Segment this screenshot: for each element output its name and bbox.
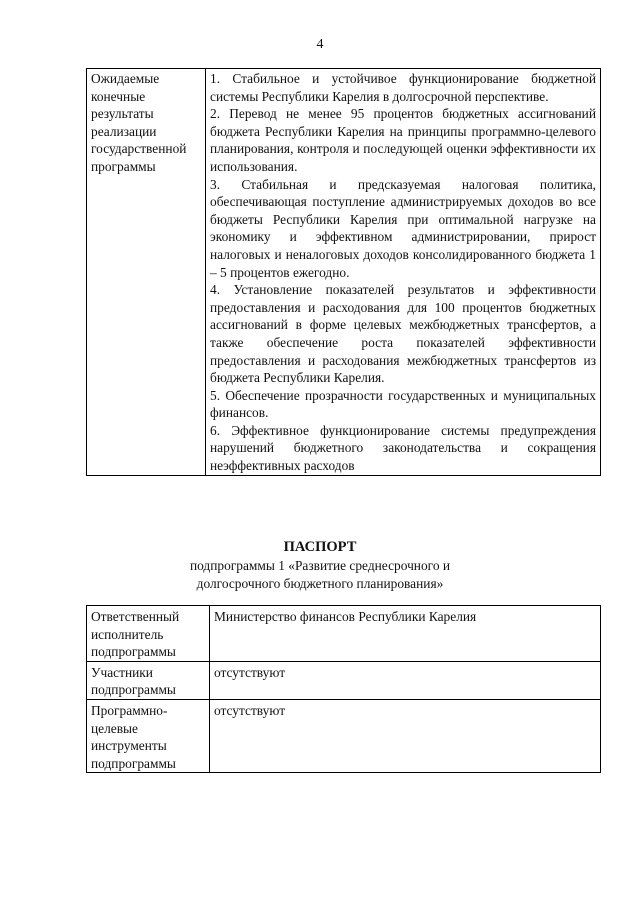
passport-row-label: Ответственный исполнитель подпрограммы (87, 606, 210, 662)
passport-row-value: отсутствуют (210, 661, 601, 699)
results-label-cell (87, 69, 206, 476)
result-item-6: 6. Эффективное функционирование системы предупреждения нарушений бюджетного законодательства и сокращения неэффективных расходов (210, 422, 596, 474)
passport-row-label: Программно-целевые инструменты подпрограммы (87, 699, 210, 772)
results-label: Ожидаемые конечные результаты реализации государственной программы (91, 71, 187, 174)
table-row (87, 69, 601, 476)
page-number: 4 (316, 37, 324, 52)
result-item-5: 5. Обеспечение прозрачности государственных и муниципальных финансов. (210, 387, 596, 421)
results-content-cell (206, 69, 601, 476)
table-row (87, 661, 601, 699)
table-row (87, 606, 601, 662)
passport-title: ПАСПОРТ (283, 539, 357, 555)
passport-row-value: отсутствуют (210, 699, 601, 772)
passport-subtitle: подпрограммы 1 «Развитие среднесрочного и долгосрочного бюджетного планирования» (189, 558, 451, 591)
result-item-1: 1. Стабильное и устойчивое функционирование бюджетной системы Республики Карелия в долгосрочной перспективе. (210, 71, 596, 104)
result-item-4: 4. Установление показателей результатов и эффективности предоставления и расходования для 100 процентов бюджетных ассигнований в форме целевых межбюджетных трансфертов, а также обеспечение роста показателей эффективности предоставления и расходования межбюджетных трансфертов из бюджета Республики Карелия. (210, 282, 596, 386)
passport-table (86, 605, 601, 773)
table-row (87, 699, 601, 772)
result-item-3: 3. Стабильная и предсказуемая налоговая политика, обеспечивающая поступление администрируемых доходов во все бюджеты Республики Карелия при оптимальной нагрузке на экономику и эффективном администрировании, прирост налоговых и неналоговых доходов консолидированного бюджета 1 – 5 процентов ежегодно. (210, 176, 596, 280)
passport-row-label: Участники подпрограммы (87, 661, 210, 699)
result-item-2: 2. Перевод не менее 95 процентов бюджетных ассигнований бюджета Республики Карелия на принципы программно-целевого планирования, контроля и последующей оценки эффективности их использования. (210, 106, 596, 174)
expected-results-table (86, 68, 601, 476)
passport-row-value: Министерство финансов Республики Карелия (210, 606, 601, 662)
